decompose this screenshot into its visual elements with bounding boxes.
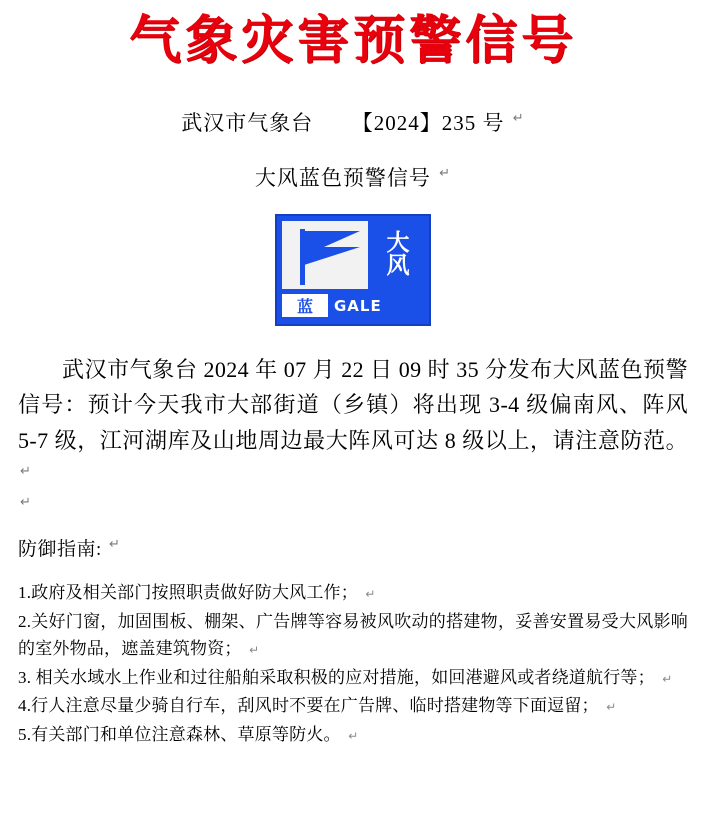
list-item <box>18 721 688 749</box>
paragraph-mark-icon: ↵ <box>512 109 525 125</box>
wind-flag-icon <box>282 221 368 289</box>
list-item <box>18 692 688 720</box>
list-item <box>18 579 688 607</box>
list-item <box>18 608 688 663</box>
paragraph-mark-icon: ↵ <box>439 164 452 180</box>
issuer-line <box>12 107 694 137</box>
sign-color-label: 蓝 <box>282 294 328 317</box>
guide-heading <box>18 534 688 561</box>
paragraph-mark-icon: ↵ <box>606 700 617 715</box>
guide-item-text: 2.关好门窗，加固围板、棚架、广告牌等容易被风吹动的搭建物，妥善安置易受大风影响的室外物品，遮盖建筑物资； <box>18 611 688 659</box>
document-page <box>0 10 706 826</box>
paragraph-mark-icon: ↵ <box>348 728 359 743</box>
sign-bottom-row <box>282 293 424 319</box>
guide-item-text: 4.行人注意尽量少骑自行车，刮风时不要在广告牌、临时搭建物等下面逗留； <box>18 696 599 716</box>
list-item <box>18 664 688 692</box>
issuer-name: 武汉市气象台 <box>181 110 314 135</box>
page-title: 气象灾害预警信号 <box>128 10 577 71</box>
sign-english-label: GALE <box>334 296 382 315</box>
paragraph-mark-icon: ↵ <box>20 494 31 510</box>
warning-body-text <box>18 352 688 495</box>
sign-word-char-1: 大 <box>386 229 410 256</box>
blank-spacer-line <box>18 494 694 528</box>
paragraph-mark-icon: ↵ <box>109 535 121 551</box>
paragraph-mark-icon: ↵ <box>249 643 260 658</box>
gale-warning-sign <box>275 214 431 326</box>
guide-list <box>18 579 688 748</box>
sign-word-char-2: 风 <box>386 252 410 279</box>
guide-item-text: 1.政府及相关部门按照职责做好防大风工作； <box>18 583 358 603</box>
guide-item-text: 3. 相关水域水上作业和过往船舶采取积极的应对措施，如回港避风或者绕道航行等； <box>18 667 655 687</box>
guide-item-text: 5.有关部门和单位注意森林、草原等防火。 <box>18 724 341 744</box>
sign-word-label <box>372 221 424 289</box>
warning-sign-wrapper <box>12 214 694 326</box>
document-number: 【2024】235 号 <box>351 110 505 135</box>
paragraph-mark-icon: ↵ <box>365 587 376 602</box>
warning-subtitle: 大风蓝色预警信号 <box>254 165 431 190</box>
paragraph-mark-icon: ↵ <box>20 463 32 479</box>
warning-subtitle-line <box>12 162 694 192</box>
guide-heading-text: 防御指南: <box>18 539 102 561</box>
paragraph-mark-icon: ↵ <box>662 671 673 686</box>
warning-body-content: 武汉市气象台 2024 年 07 月 22 日 09 时 35 分发布大风蓝色预警信号：预计今天我市大部街道（乡镇）将出现 3-4 级偏南风、阵风 5-7 级，江河湖库及山地周边最大阵风可达 8 级以上，请注意防范。 <box>18 356 688 453</box>
